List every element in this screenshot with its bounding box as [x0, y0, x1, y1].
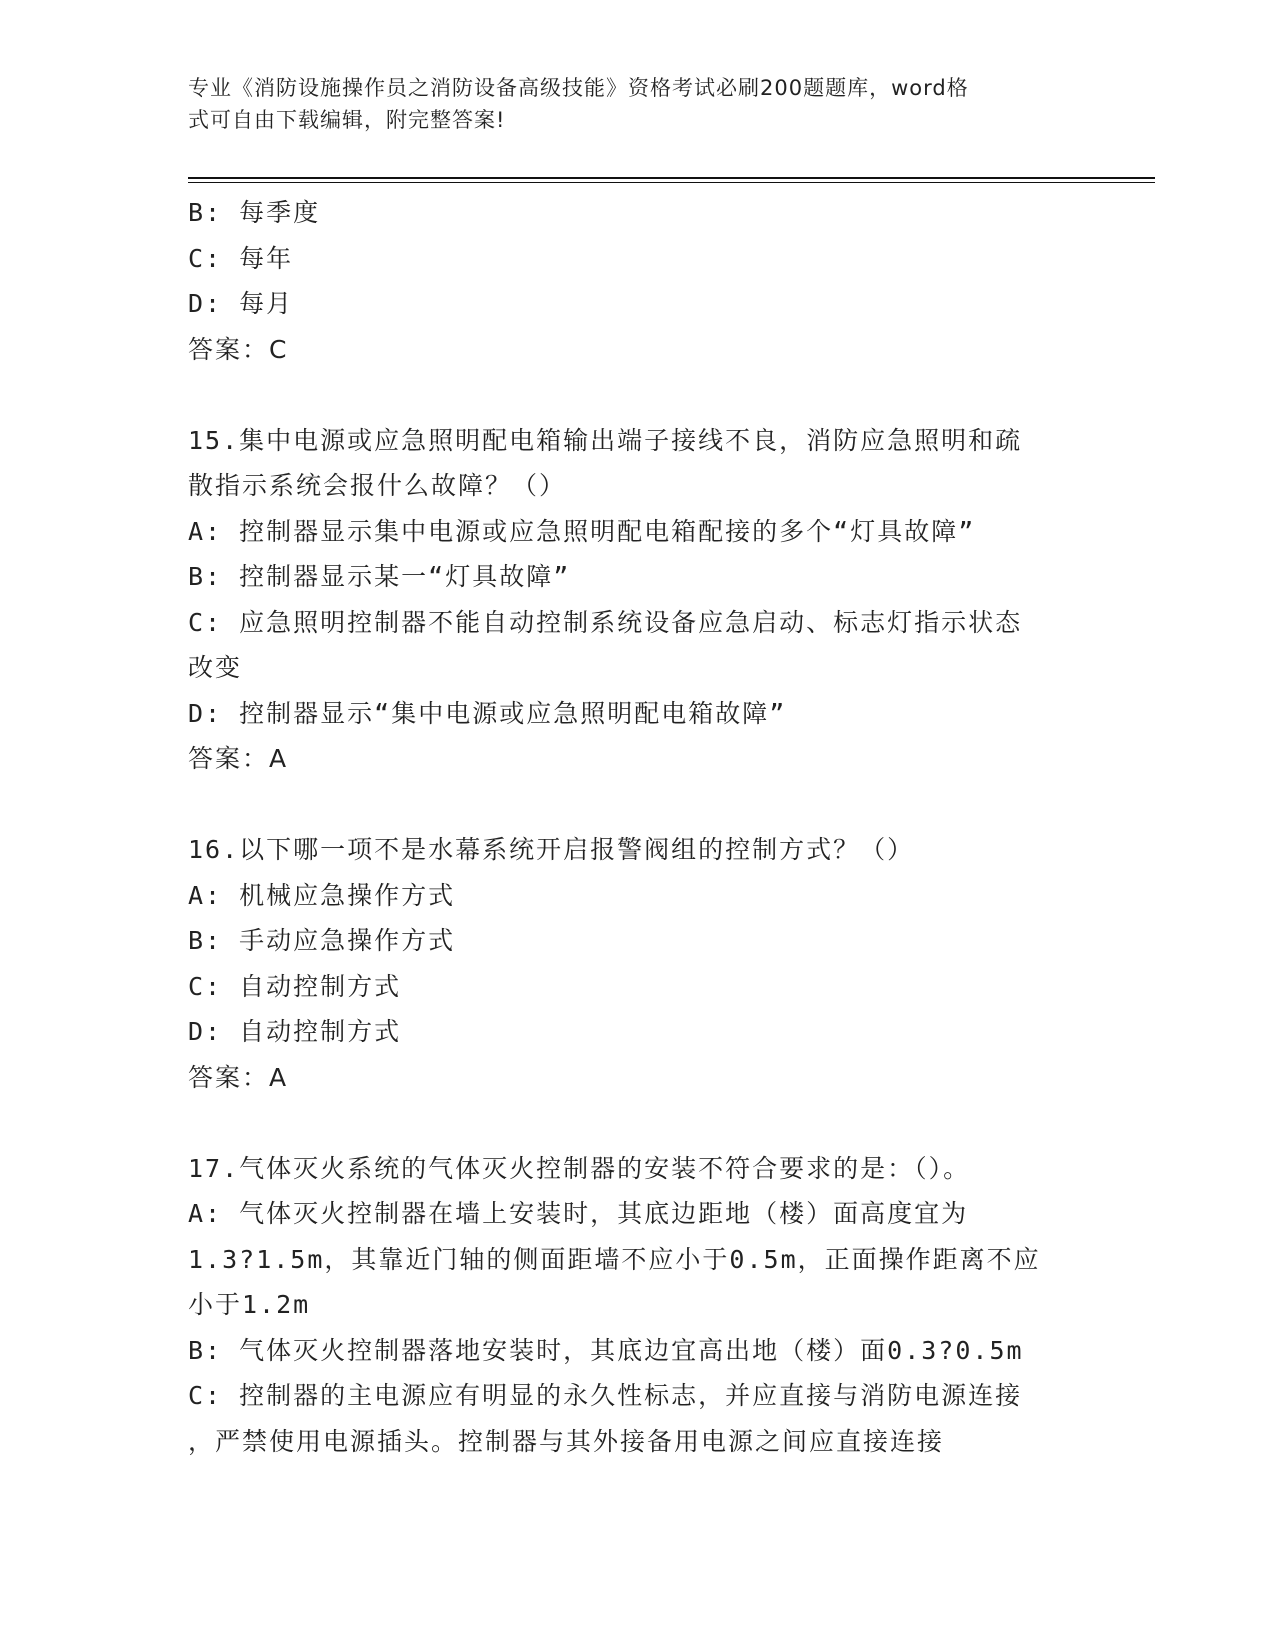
answer-line: 答案：A	[188, 1062, 289, 1092]
option-d: D: 控制器显示“集中电源或应急照明配电箱故障”	[188, 698, 787, 728]
option-c-continued: ，严禁使用电源插头。控制器与其外接备用电源之间应直接连接	[188, 1426, 945, 1456]
spacer	[188, 372, 1088, 418]
option-c: C: 控制器的主电源应有明显的永久性标志，并应直接与消防电源连接	[188, 1381, 1023, 1410]
option-a: A: 控制器显示集中电源或应急照明配电箱配接的多个“灯具故障”	[188, 516, 976, 546]
answer-line: 答案：C	[188, 334, 289, 364]
answer-line: 答案：A	[188, 744, 289, 773]
option-c: C: 自动控制方式	[188, 971, 402, 1001]
option-c-continued: 改变	[188, 653, 243, 682]
header-line-2: 式可自由下载编辑，附完整答案!	[188, 108, 506, 132]
option-b: B: 每季度	[188, 198, 321, 227]
question-text: 17.气体灭火系统的气体灭火控制器的安装不符合要求的是：（）。	[188, 1153, 971, 1183]
question-text: 16.以下哪一项不是水幕系统开启报警阀组的控制方式？（）	[188, 835, 915, 864]
spacer	[188, 782, 1088, 828]
spacer	[188, 1100, 1088, 1146]
option-c: C: 每年	[188, 243, 294, 273]
question-text: 散指示系统会报什么故障？（）	[188, 471, 567, 500]
option-c: C: 应急照明控制器不能自动控制系统设备应急启动、标志灯指示状态	[188, 607, 1023, 637]
question-17	[188, 1146, 1088, 1465]
header-rule-thin	[188, 182, 1155, 183]
question-text: 15.集中电源或应急照明配电箱输出端子接线不良，消防应急照明和疏	[188, 425, 1023, 455]
option-a: A: 气体灭火控制器在墙上安装时，其底边距地（楼）面高度宜为	[188, 1199, 969, 1228]
question-15	[188, 418, 1088, 782]
document-header	[188, 72, 1068, 136]
option-d: D: 每月	[188, 289, 294, 318]
header-line-1: 专业《消防设施操作员之消防设备高级技能》资格考试必刷200题题库，word格	[188, 76, 969, 100]
option-b: B: 气体灭火控制器落地安装时，其底边宜高出地（楼）面0.3?0.5m	[188, 1335, 1024, 1365]
question-14-tail	[188, 190, 1088, 372]
option-a-continued: 小于1.2m	[188, 1290, 311, 1319]
option-a: A: 机械应急操作方式	[188, 880, 456, 910]
question-16	[188, 827, 1088, 1100]
option-a-continued: 1.3?1.5m，其靠近门轴的侧面距墙不应小于0.5m，正面操作距离不应	[188, 1244, 1041, 1274]
option-b: B: 手动应急操作方式	[188, 926, 456, 955]
question-list	[188, 190, 1088, 1464]
option-d: D: 自动控制方式	[188, 1017, 402, 1046]
option-b: B: 控制器显示某一“灯具故障”	[188, 562, 571, 591]
header-rule-thick	[188, 177, 1155, 179]
